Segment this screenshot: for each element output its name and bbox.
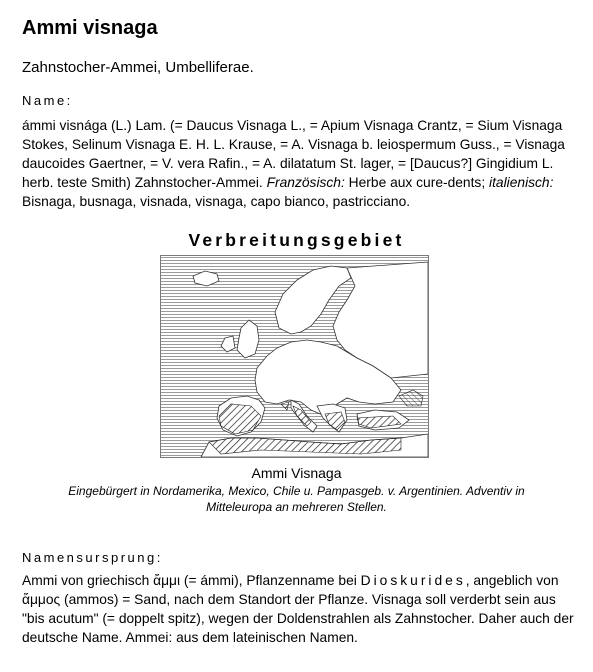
language-italian-label: italienisch: <box>489 175 554 190</box>
distribution-heading: Verbreitungsgebiet <box>188 230 405 250</box>
synonyms-text: ámmi visnága (L.) Lam. (= Daucus Visnaga L., = Apium Visnaga Crantz, = Sium Visnaga Stokes, Selinum Visnaga E. H. L. Krause, = A. Visnaga b. leiospermum Guss., = Visnaga daucoides Gaertner, = V. vera Rafin., = A. dilatatum St. lager, = [Daucus?] Gingidium L. herb. teste Smith) Zahnstocher-Ammei. <box>22 118 565 190</box>
distribution-map-image <box>161 256 428 457</box>
page-title: Ammi visnaga <box>22 17 158 39</box>
origin-text-part2: , angeblich von ἄμμος (ammos) = Sand, nach dem Standort der Pflanze. Visnaga soll verderbt sein aus "bis acutum" (= doppelt spitz), wegen der Doldenstrahlen als Zahnstocher. Daher auch der deutsche Name. Ammei: aus dem lateinischen Namen. <box>22 573 574 645</box>
origin-text-part1: Ammi von griechisch ἄμμι (= ámmi), Pflanzenname bei <box>22 573 361 588</box>
author-name: Dioskurides <box>360 573 466 588</box>
map-caption: Ammi Visnaga <box>251 465 342 481</box>
name-section-text <box>22 116 577 211</box>
distribution-map <box>160 255 429 458</box>
origin-section-text <box>22 571 577 647</box>
subtitle: Zahnstocher-Ammei, Umbelliferae. <box>22 59 254 76</box>
french-names-text: Herbe aux cure-dents; <box>344 175 490 190</box>
name-section-label: Name: <box>22 93 73 108</box>
origin-section-label: Namensursprung: <box>22 550 163 565</box>
map-note: Eingebürgert in Nordamerika, Mexico, Chile u. Pampasgeb. v. Argentinien. Adventiv in Mitteleuropa an mehreren Stellen. <box>68 484 525 514</box>
italian-names-text: Bisnaga, busnaga, visnada, visnaga, capo bianco, pastricciano. <box>22 194 411 209</box>
language-french-label: Französisch: <box>266 175 345 190</box>
